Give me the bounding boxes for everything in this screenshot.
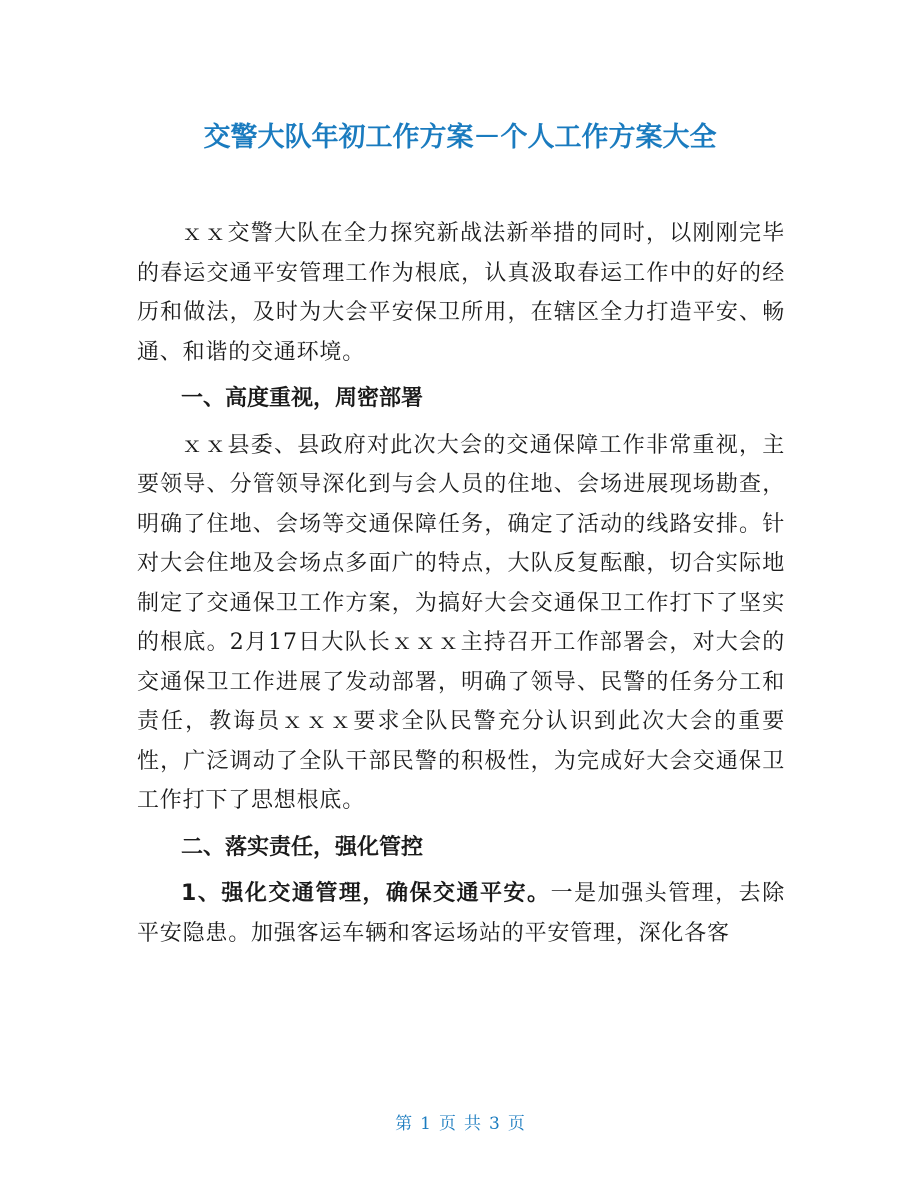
document-title: 交警大队年初工作方案－个人工作方案大全	[203, 122, 717, 153]
section-heading-1: 一、高度重视，周密部署	[181, 386, 424, 411]
section-2-item-1	[137, 874, 785, 953]
document-body	[137, 214, 785, 953]
page-label-suffix: 页	[507, 1114, 525, 1134]
intro-paragraph: ｘｘ交警大队在全力探究新战法新举措的同时，以刚刚完毕的春运交通平安管理工作为根底，认真汲取春运工作中的好的经历和做法，及时为大会平安保卫所用，在辖区全力打造平安、畅通、和谐的交通环境。	[137, 221, 785, 365]
item-1-lead: 1、强化交通管理，确保交通平安。	[181, 881, 551, 906]
item-1-text: 一是加强头管理，去除平安隐患。加强客运车辆和客运场站的平安管理，深化各客	[137, 881, 785, 946]
page-label-prefix: 第	[395, 1114, 413, 1134]
current-page-number: 1	[420, 1114, 431, 1134]
section-1-paragraph: ｘｘ县委、县政府对此次大会的交通保障工作非常重视，主要领导、分管领导深化到与会人员的住地、会场进展现场勘查，明确了住地、会场等交通保障任务，确定了活动的线路安排。针对大会住地及会场点多面广的特点，大队反复酝酿，切合实际地制定了交通保卫工作方案，为搞好大会交通保卫工作打下了坚实的根底。2月17日大队长ｘｘｘ主持召开工作部署会，对大会的交通保卫工作进展了发动部署，明确了领导、民警的任务分工和责任，教诲员ｘｘｘ要求全队民警充分认识到此次大会的重要性，广泛调动了全队干部民警的积极性，为完成好大会交通保卫工作打下了思想根底。	[137, 432, 785, 813]
section-heading-2: 二、落实责任，强化管控	[181, 834, 424, 860]
page-label-mid: 页	[439, 1114, 456, 1134]
total-pages-number: 3	[489, 1114, 500, 1134]
total-label: 共	[464, 1114, 481, 1134]
page-footer	[0, 1112, 920, 1136]
